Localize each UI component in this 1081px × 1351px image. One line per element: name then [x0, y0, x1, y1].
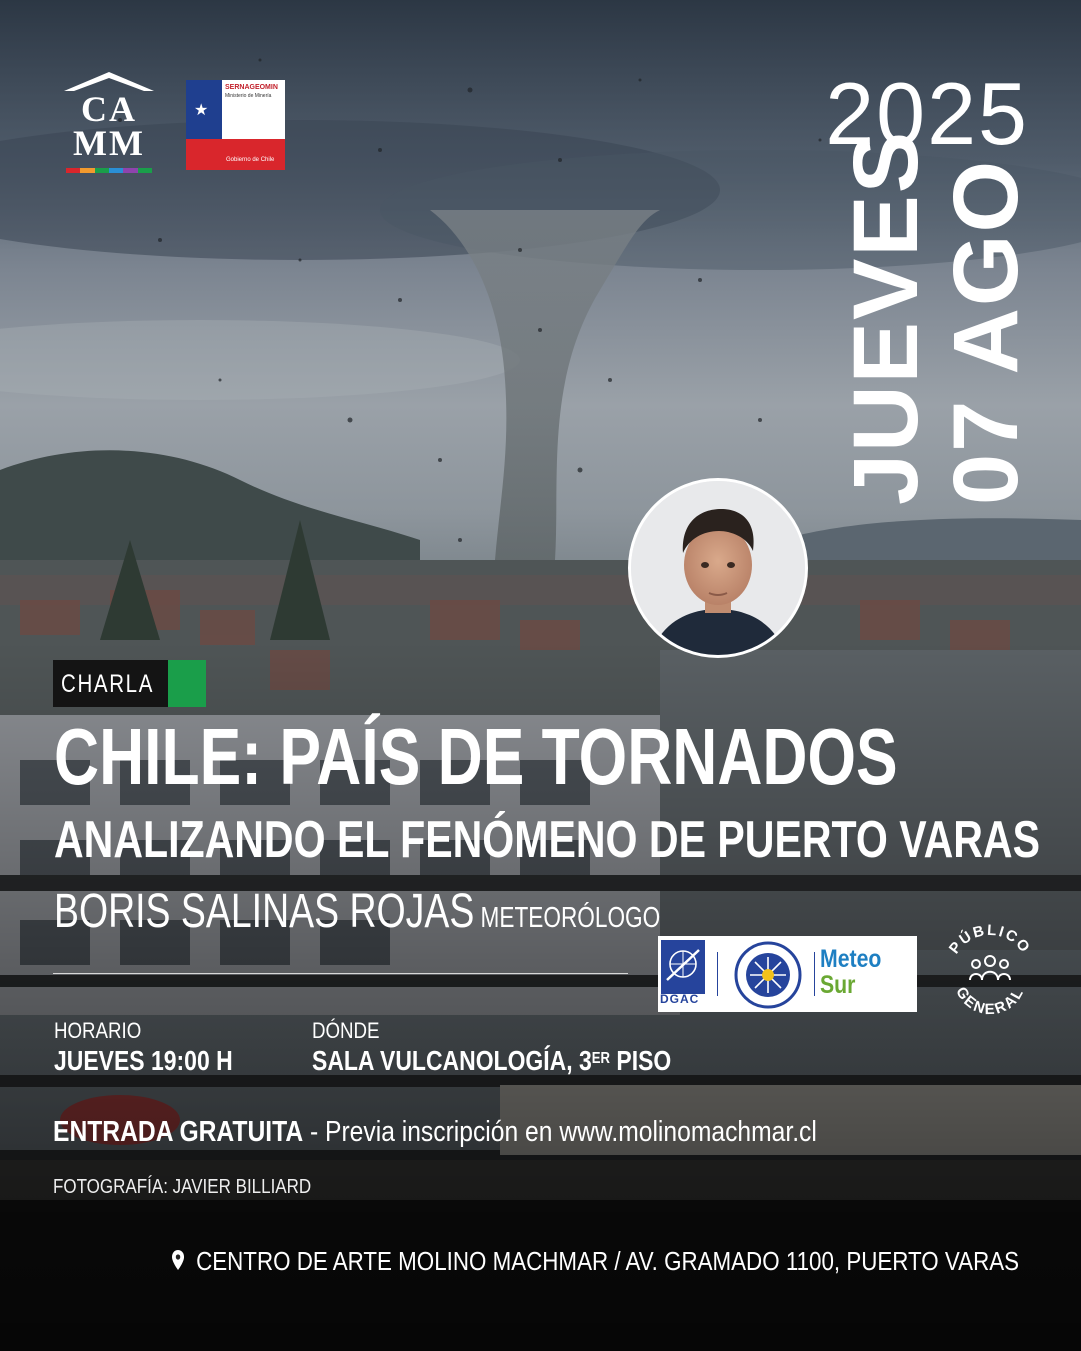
- dgac-label: DGAC: [660, 992, 700, 1006]
- camm-logo: [64, 72, 154, 176]
- ministry-name: Ministerio de Minería: [225, 93, 272, 99]
- time-label: HORARIO: [54, 1018, 142, 1043]
- camm-logo-line2: MM: [73, 123, 145, 163]
- svg-text:GENERAL: [952, 984, 1027, 1018]
- map-pin-icon: [172, 1246, 184, 1276]
- entry-info: [53, 1116, 817, 1148]
- speaker-line: [54, 882, 660, 948]
- meteosur-line2: Sur: [820, 971, 856, 999]
- place-value-main: SALA VULCANOLOGÍA, 3: [312, 1045, 592, 1076]
- badge-line1: PÚBLICO: [945, 921, 1035, 958]
- place-value-superscript: ER: [591, 1050, 611, 1067]
- meteosur-line1: Meteo: [820, 945, 882, 973]
- camm-logo-line1: CA: [81, 89, 137, 129]
- public-audience-badge: [940, 918, 1040, 1028]
- meteochile-seal-icon: [723, 940, 813, 1010]
- time-value: JUEVES 19:00 H: [54, 1045, 233, 1076]
- place-value: [312, 1045, 671, 1077]
- badge-line2: GENERAL: [952, 984, 1028, 1019]
- event-type-tag: [53, 660, 206, 707]
- event-date-vertical: [835, 129, 1037, 505]
- event-year: 2025: [825, 64, 1029, 163]
- address-text: CENTRO DE ARTE MOLINO MACHMAR / AV. GRAMADO 1100, PUERTO VARAS: [196, 1246, 1020, 1276]
- divider: [53, 973, 628, 974]
- event-title: CHILE: PAÍS DE TORNADOS: [54, 712, 898, 801]
- svg-text:PÚBLICO: [946, 922, 1034, 957]
- place-value-suffix: PISO: [610, 1045, 672, 1076]
- sponsor-logos: [658, 936, 917, 1012]
- venue-address: [172, 1246, 1019, 1276]
- sernageomin-name: SERNAGEOMIN: [225, 84, 278, 91]
- camm-color-stripes: [66, 168, 152, 173]
- photo-credit: FOTOGRAFÍA: JAVIER BILLIARD: [53, 1176, 312, 1198]
- event-subtitle: ANALIZANDO EL FENÓMENO DE PUERTO VARAS: [54, 811, 1040, 869]
- speaker-name: BORIS SALINAS ROJAS: [54, 885, 475, 938]
- event-type-label: CHARLA: [61, 670, 155, 698]
- entry-details: - Previa inscripción en www.molinomachmar.cl: [303, 1116, 817, 1148]
- event-weekday: JUEVES: [835, 129, 937, 505]
- people-icon: [970, 956, 1010, 980]
- place-label: DÓNDE: [312, 1018, 380, 1043]
- sernageomin-logo: [186, 80, 285, 170]
- entry-free: ENTRADA GRATUITA: [53, 1116, 304, 1148]
- event-day-month: 07 AGO: [935, 158, 1037, 505]
- speaker-role: METEORÓLOGO: [480, 902, 661, 934]
- tag-color-swatch: [168, 660, 206, 707]
- star-icon: ★: [194, 102, 209, 119]
- government-name: Gobierno de Chile: [226, 157, 275, 163]
- dgac-logo: [661, 940, 705, 994]
- speaker-photo: [628, 478, 808, 658]
